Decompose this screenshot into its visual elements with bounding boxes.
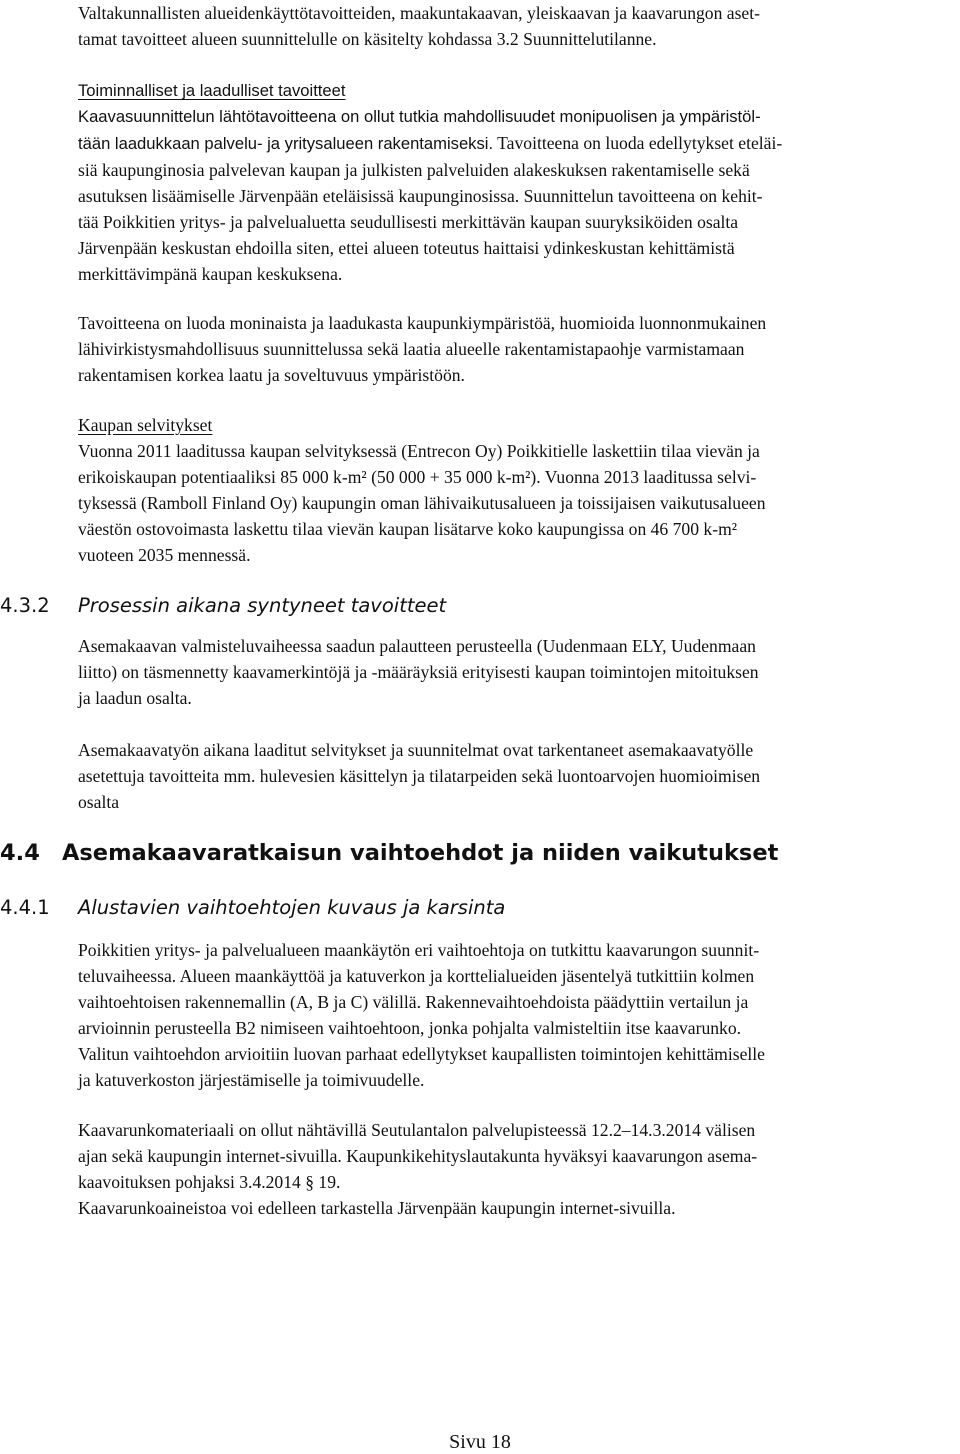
paragraph-urban-environment bbox=[78, 310, 958, 388]
paragraph-alternatives bbox=[78, 937, 958, 1093]
paragraph-framework-material bbox=[78, 1117, 958, 1221]
text-line: ja katuverkoston järjestämiselle ja toimivuudelle. bbox=[78, 1070, 425, 1090]
text-line: asutuksen lisäämiselle Järvenpään eteläisissä kaupunginosissa. Suunnittelun tavoitteena on kehit- bbox=[78, 186, 763, 206]
text-line: siä kaupunginosia palvelevan kaupan ja julkisten palveluiden alakeskuksen rakentamiselle sekä bbox=[78, 160, 750, 180]
text-line: liitto) on täsmennetty kaavamerkintöjä ja -määräyksiä erityisesti kaupan toimintojen mitoituksen bbox=[78, 662, 759, 682]
text-line: Järvenpään keskustan ehdoilla siten, ettei alueen toteutus haittaisi ydinkeskustan kehittämistä bbox=[78, 238, 735, 258]
text-line: Tavoitteena on luoda moninaista ja laadukasta kaupunkiympäristöä, huomioida luonnonmukainen bbox=[78, 313, 767, 333]
text-line: Kaavarunkoaineistoa voi edelleen tarkastella Järvenpään kaupungin internet-sivuilla. bbox=[78, 1198, 676, 1218]
text-line: vaihtoehtoisen rakennemallin (A, B ja C) välillä. Rakennevaihtoehdoista päädyttiin vertailun ja bbox=[78, 992, 749, 1012]
text-line: tään laadukkaan palvelu- ja yritysalueen rakentamiseksi. bbox=[78, 134, 494, 153]
text-line: Valitun vaihtoehdon arvioitiin luovan parhaat edellytykset kaupallisten toimintojen kehittämiselle bbox=[78, 1044, 765, 1064]
heading-title: Alustavien vaihtoehtojen kuvaus ja karsinta bbox=[78, 896, 506, 919]
text-line: teluvaiheessa. Alueen maankäyttöä ja katuverkon ja korttelialueiden jäsentelyä tutkittiin kolmen bbox=[78, 966, 755, 986]
heading-4-4 bbox=[0, 840, 778, 866]
heading-number: 4.4.1 bbox=[0, 896, 50, 919]
text-line: osalta bbox=[78, 792, 120, 812]
subheading-functional-goals: Toiminnalliset ja laadulliset tavoitteet bbox=[78, 81, 346, 100]
text-line: erikoiskaupan potentiaaliksi 85 000 k-m² (50 000 + 35 000 k-m²). Vuonna 2013 laaditussa selvi- bbox=[78, 467, 757, 487]
text-line: vuoteen 2035 mennessä. bbox=[78, 545, 251, 565]
text-line: ja laadun osalta. bbox=[78, 688, 192, 708]
text-line: merkittävimpänä kaupan keskuksena. bbox=[78, 264, 343, 284]
heading-number: 4.3.2 bbox=[0, 594, 50, 617]
text-line: arvioinnin perusteella B2 nimiseen vaihtoehtoon, jonka pohjalta valmisteltiin itse kaavarunko. bbox=[78, 1018, 742, 1038]
heading-4-4-1 bbox=[0, 896, 505, 919]
text-line: Kaavarunkomateriaali on ollut nähtävillä Seutulantalon palvelupisteessä 12.2–14.3.2014 välisen bbox=[78, 1120, 756, 1140]
text-line: rakentamisen korkea laatu ja soveltuvuus ympäristöön. bbox=[78, 365, 465, 385]
heading-4-3-2 bbox=[0, 594, 446, 617]
page-number: Sivu 18 bbox=[449, 1431, 511, 1453]
text-line: Poikkitien yritys- ja palvelualueen maankäytön eri vaihtoehtoja on tutkittu kaavarungon suunnit- bbox=[78, 940, 760, 960]
text-line: Asemakaavan valmisteluvaiheessa saadun palautteen perusteella (Uudenmaan ELY, Uudenmaan bbox=[78, 636, 756, 656]
text-line: lähivirkistysmahdollisuus suunnittelussa sekä laatia alueelle rakentamistapaohje varmistamaan bbox=[78, 339, 745, 359]
section-functional-goals bbox=[78, 78, 958, 287]
subheading-retail-studies: Kaupan selvitykset bbox=[78, 415, 213, 435]
text-line: kaavoituksen pohjaksi 3.4.2014 § 19. bbox=[78, 1172, 341, 1192]
heading-title: Prosessin aikana syntyneet tavoitteet bbox=[78, 594, 447, 617]
paragraph-intro bbox=[78, 0, 958, 52]
section-retail-studies bbox=[78, 412, 958, 568]
text-line: tää Poikkitien yritys- ja palvelualuetta seudullisesti merkittävän kaupan suuryksiköiden osalta bbox=[78, 212, 739, 232]
paragraph-studies bbox=[78, 737, 958, 815]
text-line: Valtakunnallisten alueidenkäyttötavoitteiden, maakuntakaavan, yleiskaavan ja kaavarungon aset- bbox=[78, 3, 760, 23]
text-line: asetettuja tavoitteita mm. hulevesien käsittelyn ja tilatarpeiden sekä luontoarvojen huomioimisen bbox=[78, 766, 761, 786]
text-line: tamat tavoitteet alueen suunnittelulle on käsitelty kohdassa 3.2 Suunnittelutilanne. bbox=[78, 29, 657, 49]
heading-title: Asemakaavaratkaisun vaihtoehdot ja niiden vaikutukset bbox=[62, 840, 779, 866]
text-line: Asemakaavatyön aikana laaditut selvitykset ja suunnitelmat ovat tarkentaneet asemakaavatyölle bbox=[78, 740, 754, 760]
text-line: tyksessä (Ramboll Finland Oy) kaupungin oman lähivaikutusalueen ja toissijaisen vaikutusalueen bbox=[78, 493, 766, 513]
text-line: ajan sekä kaupungin internet-sivuilla. Kaupunkikehityslautakunta hyväksyi kaavarungon asema- bbox=[78, 1146, 758, 1166]
paragraph-feedback bbox=[78, 633, 958, 711]
heading-number: 4.4 bbox=[0, 840, 40, 866]
text-line: Vuonna 2011 laaditussa kaupan selvityksessä (Entrecon Oy) Poikkitielle laskettiin tilaa vievän ja bbox=[78, 441, 760, 461]
text-line: väestön ostovoimasta laskettu tilaa vievän kaupan lisätarve koko kaupungissa on 46 700 k-m² bbox=[78, 519, 738, 539]
text-line: Tavoitteena on luoda edellytykset eteläi- bbox=[493, 133, 783, 153]
text-line: Kaavasuunnittelun lähtötavoitteena on ollut tutkia mahdollisuudet monipuolisen ja ympäristöl- bbox=[78, 107, 761, 126]
